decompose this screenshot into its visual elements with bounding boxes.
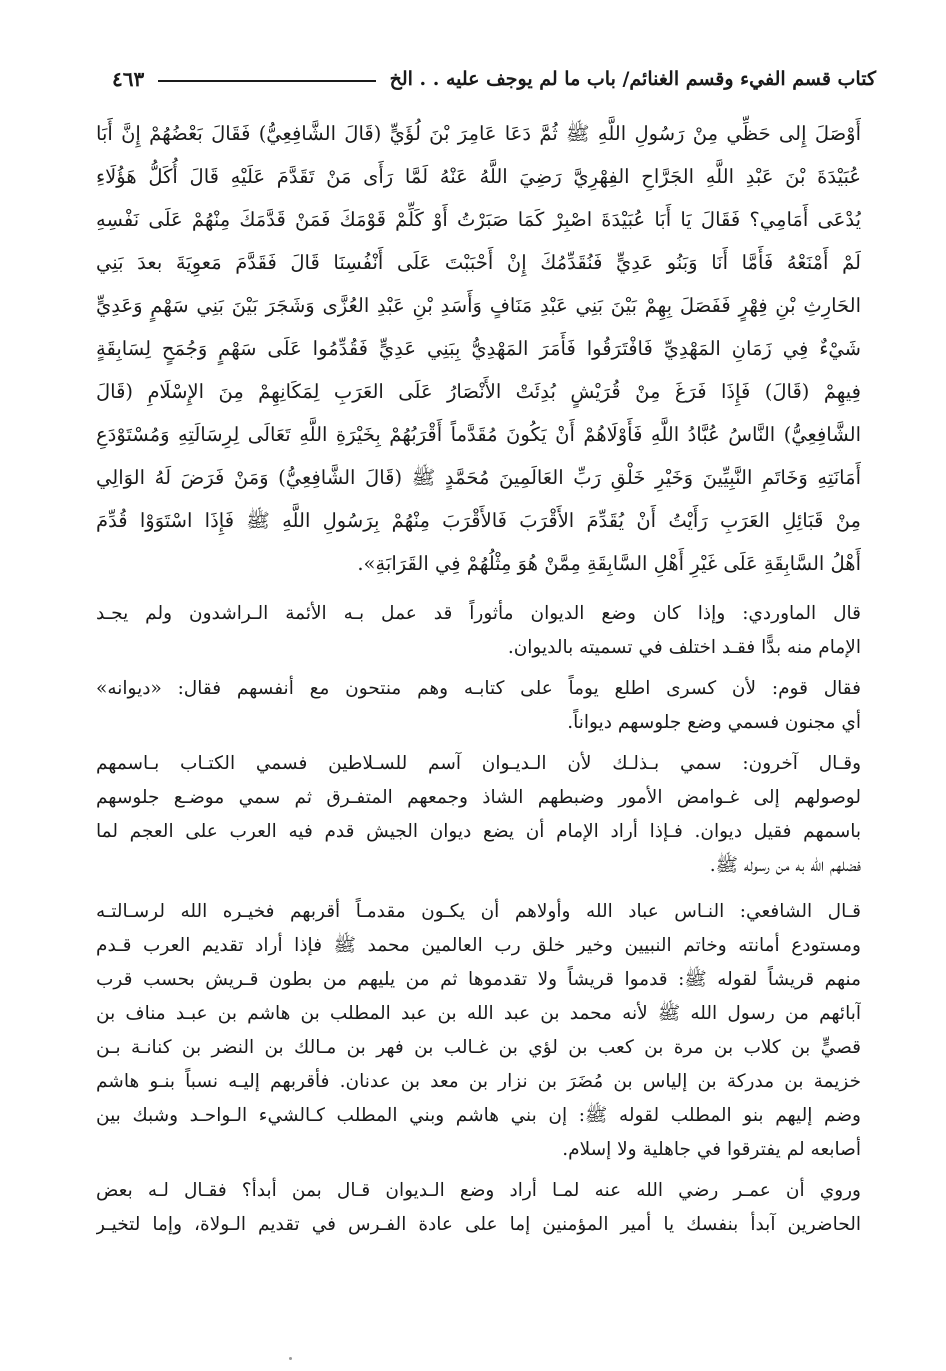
running-title: كتاب قسم الفيء وقسم الغنائم/ باب ما لم يوجف عليه . . الخ: [389, 68, 876, 90]
paragraph-line: وروي أن عمـر رضي الله عنه لمـا أراد وضع الـديوان قـال بمن أبدأ؟ فقـال لـه بعض: [96, 1180, 861, 1201]
paragraph-line: فقال قوم: لأن كسرى اطلع يوماً على كتابـه وهم منتحون مع أنفسهم فقال: «ديوانه»: [96, 678, 861, 699]
paragraph-line: خزيمة بن مدركة بن إلياس بن مُضَرَ بن نزار بن معد بن عدنان. فأقربهم إليـه نسباً بنـو هاشم: [96, 1071, 861, 1092]
quote-line: أَهْلُ السَّابِقَةِ عَلَى غَيْرِ أَهْلِ السَّابِقَةِ مِمَّنْ هُوَ مِثْلُهُمْ فِي القَرَابَةِ».: [357, 552, 861, 575]
header-rule: [158, 80, 375, 82]
paragraph-line: أي مجنون فسمي وضع جلوسهم ديواناً.: [567, 712, 861, 733]
commentary-paragraph: [96, 895, 861, 1167]
text-block: [96, 112, 861, 1242]
paragraph-line: قصيٍّ بن كلاب بن مرة بن كعب بن لؤي بن غـالب بن فهر بن مـالك بن النضر بن كنانـة بـن: [96, 1037, 861, 1058]
paragraph-line: الإمام منه بدًّا فقـد اختلف في تسميته بالديوان.: [507, 637, 861, 658]
quote-line: الشَّافِعِيُّ) النَّاسُ عُبَّادُ اللَّهِ فَأَوْلَاهُمْ أَنْ يَكُونَ مُقَدَّماً أَقْرَبُهُمْ بِخَيْرَةِ اللَّهِ تَعَالَى لِرِسَالَتِهِ وَمُسْتَوْدَعِ: [96, 423, 861, 446]
quote-line: يُدْعَى أَمَامِي؟ فَقَالَ يَا أَبَا عُبَيْدَةَ اصْبِرْ كَمَا صَبَرْتُ أَوْ كَلِّمْ قَوْمَكَ فَمَنْ قَدَّمَكَ مِنْهُمْ عَلَى نَفْسِهِ: [96, 208, 861, 231]
commentary-paragraph: [96, 747, 861, 883]
paragraph-line: لوصولهم إلى غـوامض الأمور وضبطهم الشاذ وجمعهم المتفـرق ثم سمي موضـع جلوسهم: [96, 787, 861, 808]
commentary-paragraph: [96, 672, 861, 740]
paragraph-line: وقـال آخرون: سمي بـذلـك لأن الـديـوان آسم للسـلاطين فسمي الكتـاب بـاسمهم: [96, 753, 861, 774]
paragraph-line: أصابعه لم يفترقوا في جاهلية ولا إسلام.: [562, 1139, 861, 1160]
quote-line: فِيهِمْ (قَالَ) فَإِذَا فَرَغَ مِنْ قُرَيْشٍ بُدِئَتْ الأَنْصَارُ عَلَى العَرَبِ لِمَكَانِهِمْ مِنَ الإِسْلَامِ (قَالَ: [96, 380, 861, 403]
quote-line: أَوْصَلَ إِلى حَظِّي مِنْ رَسُولِ اللَّهِ ﷺ ثُمَّ دَعَا عَامِرَ بْنَ لُؤَيٍّ (قَالَ الشَّافِعِيُّ) فَقَالَ بَعْضُهُمْ إِنَّ أَبَا: [96, 122, 861, 145]
paragraph-line: وضم إليهم بنو المطلب لقوله ﷺ: إن بني هاشم وبني المطلب كـالشيء الـواحـد وشبك بين: [96, 1105, 861, 1126]
paragraph-line: ومستودع أمانته وخاتم النبيين وخير خلق رب العالمين محمد ﷺ فإذا أراد تقديم العرب قـدم: [96, 935, 861, 956]
paragraph-line: فضلهم الله به من رسوله ﷺ.: [709, 855, 861, 876]
paragraph-line: قـال الشافعي: النـاس عباد الله وأولاهم أن يكـون مقدمـاً أقربهم فخيـره الله لرسـالتـه: [96, 901, 861, 922]
quote-line: مِنْ قَبَائِلِ العَرَبِ رَأَيْتُ أَنْ يُقَدِّمَ الأَقْرَبَ فَالأَقْرَبَ مِنْهُمْ بِرَسُولِ اللَّهِ ﷺ فَإِذَا اسْتَوَوْا قُدِّمَ: [96, 509, 861, 532]
quote-line: الحَارِثِ بْنِ فِهْرٍ فَفَصَلَ بِهِمْ بَيْنَ بَنِي عَبْدِ مَنَافٍ وَأَسَدِ بْنِ عَبْدِ العُزَّى وَشَجَرَ بَيْنَ بَنِي سَهْمٍ وَعَدِيٍّ: [96, 294, 861, 317]
paragraph-line: باسمهم فقيل ديوان. فـإذا أراد الإمام أن يضع ديوان الجيش قدم فيه العرب على العجم لما: [96, 821, 861, 842]
quoted-passage: [96, 112, 861, 585]
quote-line: لَمْ أَمْنَعْهُ فَأَمَّا أَنَا وَبَنُو عَدِيٍّ فَنُقَدِّمُكَ إِنْ أَحْبَبْتَ عَلَى أَنْفُسِنَا قَالَ فَقَدَّمَ مَعوِيَةَ بعدَ بَنِي: [96, 251, 861, 274]
commentary-paragraph: [96, 597, 861, 665]
commentary-paragraph: [96, 1174, 861, 1242]
quote-line: شَيْءٌ فِي زَمَانِ المَهْدِيِّ فَافْتَرَقُوا فَأَمَرَ المَهْدِيُّ بِبَنِي عَدِيٍّ فَقُدِّمُوا عَلَى سَهْمٍ وَجُمَحٍ لِسَابِقَةٍ: [96, 337, 861, 360]
running-header: [112, 62, 876, 96]
paragraph-line: منهم قريشاً لقوله ﷺ: قدموا قريشاً ولا تقدموها ثم من يليهم من بطون قـريش بحسب قرب: [96, 969, 861, 990]
quote-line: عُبَيْدَةَ بْنَ عَبْدِ اللَّهِ الجَرَّاحِ الفِهْرِيَّ رَضِيَ اللَّهُ عَنْهُ لَمَّا رَأَى مَنْ تَقَدَّمَ عَلَيْهِ قَالَ أُكَلُّ هَؤُلَاءِ: [96, 165, 861, 188]
paragraph-line: آبائهم من رسول الله ﷺ لأنه محمد بن عبد الله بن عبد المطلب بن هاشم بن عبـد مناف بن: [96, 1003, 861, 1024]
paragraph-line: الحاضرين آبدأ بنفسك يا أمير المؤمنين إما على عادة الفـرس في تقديم الـولاة، وإما لتخيـر: [96, 1214, 861, 1235]
paragraph-line: قال الماوردي: وإذا كان وضع الديوان مأثوراً قد عمل بـه الأئمة الـراشدون ولم يجـد: [96, 603, 861, 624]
quote-line: أَمَانَتِهِ وَخَاتَمِ النَّبِيِّينَ وَخَيْرِ خَلْقِ رَبِّ العَالَمِينَ مُحَمَّدٍ ﷺ (قَالَ الشَّافِعِيُّ) وَمَنْ فَرَضَ لَهُ الوَالِي: [96, 466, 861, 489]
page-number: ٤٦٣: [112, 67, 145, 91]
page-speck: [289, 1357, 292, 1360]
